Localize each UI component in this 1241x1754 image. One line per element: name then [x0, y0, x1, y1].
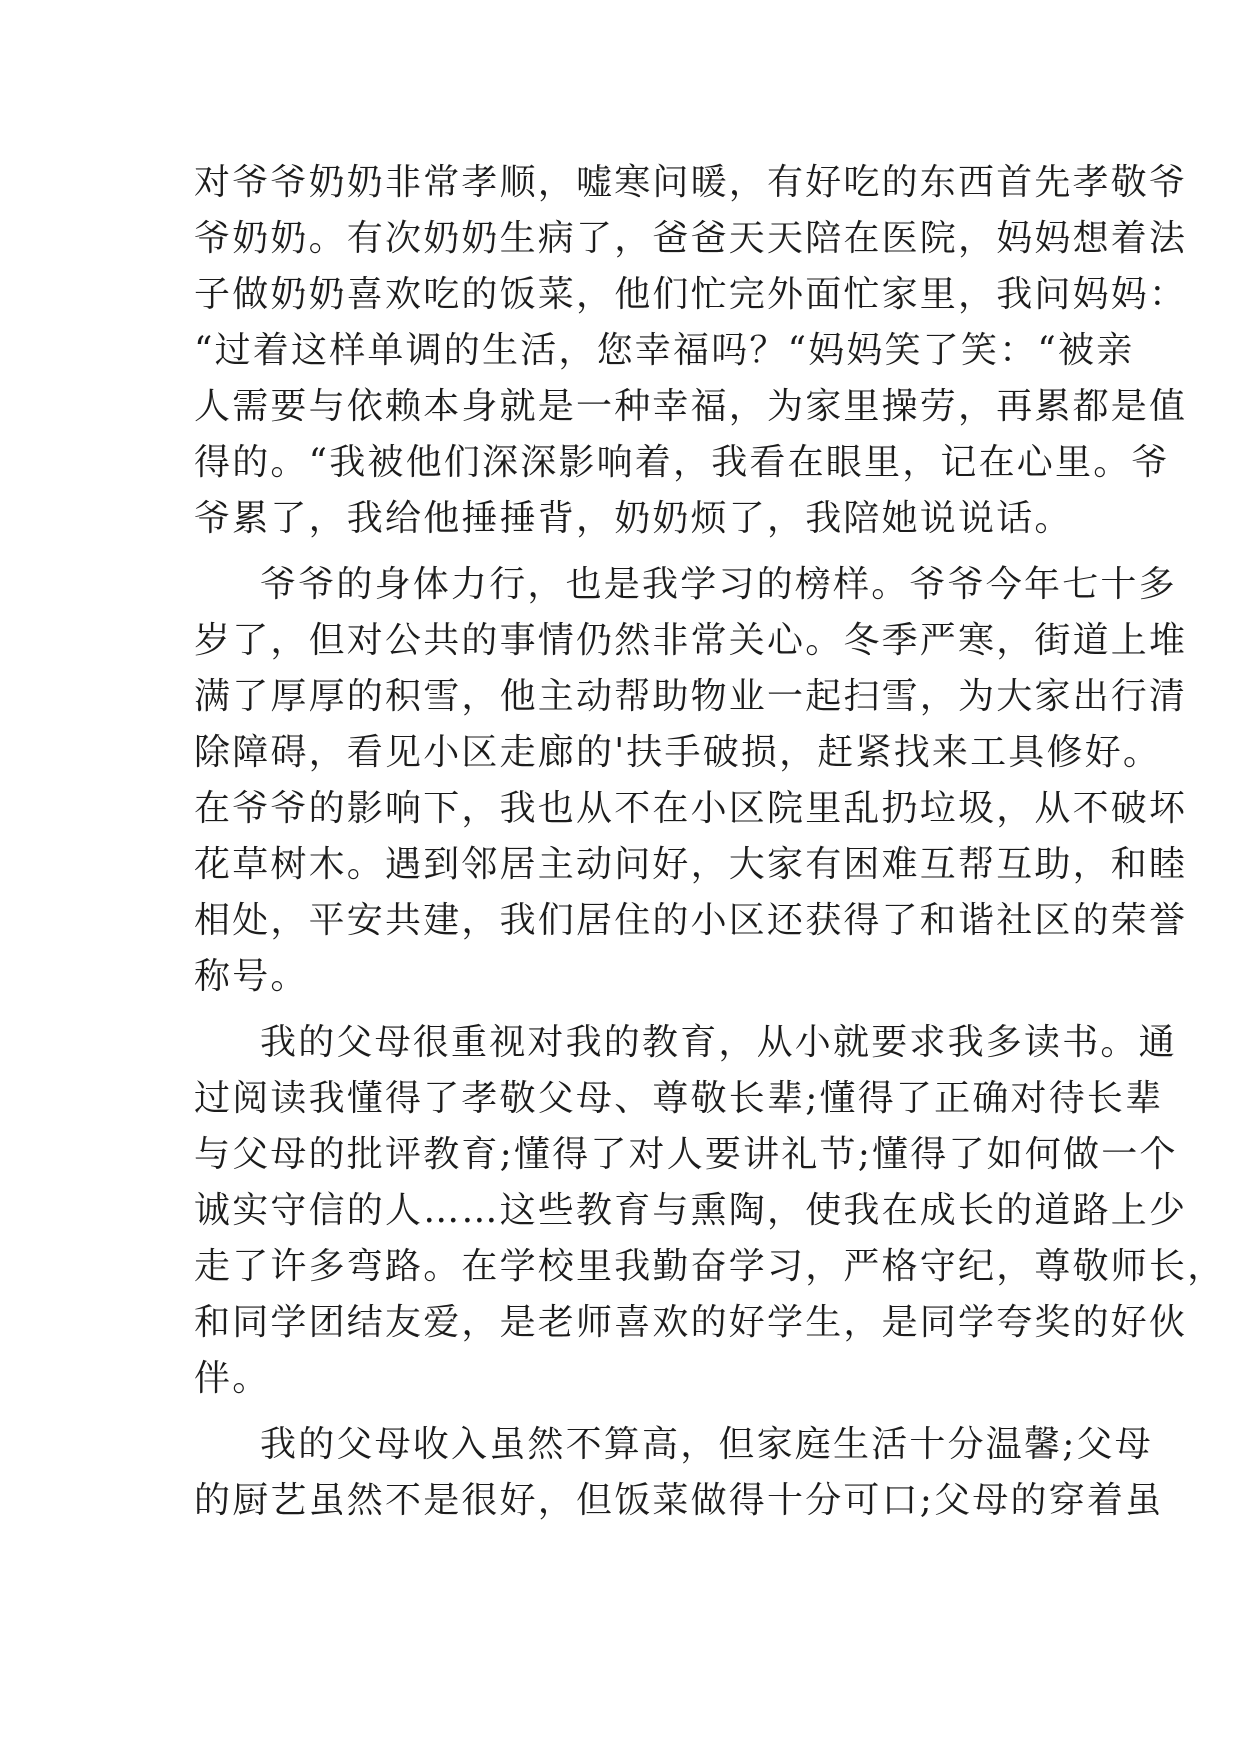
paragraph-first-line: 我的父母很重视对我的教育，从小就要求我多读书。通 [260, 1022, 1177, 1063]
text-line: 在爷爷的影响下，我也从不在小区院里乱扔垃圾，从不破坏 [194, 788, 1188, 829]
text-line: 走了许多弯路。在学校里我勤奋学习，严格守纪，尊敬师长， [194, 1246, 1226, 1287]
text-line: 除障碍，看见小区走廊的'扶手破损，赶紧找来工具修好。 [194, 732, 1162, 773]
paragraph-first-line: 爷爷的身体力行，也是我学习的榜样。爷爷今年七十多 [260, 564, 1177, 605]
text-line: “过着这样单调的生活，您幸福吗？“妈妈笑了笑：“被亲 [194, 330, 1135, 371]
text-line: 岁了，但对公共的事情仍然非常关心。冬季严寒，街道上堆 [194, 620, 1188, 661]
body-text [194, 160, 1226, 1534]
paragraph-first-line: 我的父母收入虽然不算高，但家庭生活十分温馨;父母 [260, 1424, 1153, 1465]
text-line: 与父母的批评教育;懂得了对人要讲礼节;懂得了如何做一个 [194, 1134, 1178, 1175]
text-line: 诚实守信的人……这些教育与熏陶，使我在成长的道路上少 [194, 1190, 1188, 1231]
text-line: 对爷爷奶奶非常孝顺，嘘寒问暖，有好吃的东西首先孝敬爷 [194, 162, 1188, 203]
text-line: 和同学团结友爱，是老师喜欢的好学生，是同学夸奖的好伙 [194, 1302, 1188, 1343]
text-line: 人需要与依赖本身就是一种幸福，为家里操劳，再累都是值 [194, 386, 1188, 427]
text-line: 爷奶奶。有次奶奶生病了，爸爸天天陪在医院，妈妈想着法 [194, 218, 1188, 259]
text-line: 相处，平安共建，我们居住的小区还获得了和谐社区的荣誉 [194, 900, 1188, 941]
text-line: 称号。 [194, 956, 309, 997]
text-line: 满了厚厚的积雪，他主动帮助物业一起扫雪，为大家出行清 [194, 676, 1188, 717]
text-line: 花草树木。遇到邻居主动问好，大家有困难互帮互助，和睦 [194, 844, 1188, 885]
text-line: 的厨艺虽然不是很好，但饭菜做得十分可口;父母的穿着虽 [194, 1480, 1164, 1521]
text-line: 子做奶奶喜欢吃的饭菜，他们忙完外面忙家里，我问妈妈： [194, 274, 1188, 315]
text-line: 伴。 [194, 1358, 271, 1399]
text-line: 过阅读我懂得了孝敬父母、尊敬长辈;懂得了正确对待长辈 [194, 1078, 1164, 1119]
text-line: 爷累了，我给他捶捶背，奶奶烦了，我陪她说说话。 [194, 498, 1073, 539]
text-line: 得的。“我被他们深深影响着，我看在眼里，记在心里。爷 [194, 442, 1170, 483]
